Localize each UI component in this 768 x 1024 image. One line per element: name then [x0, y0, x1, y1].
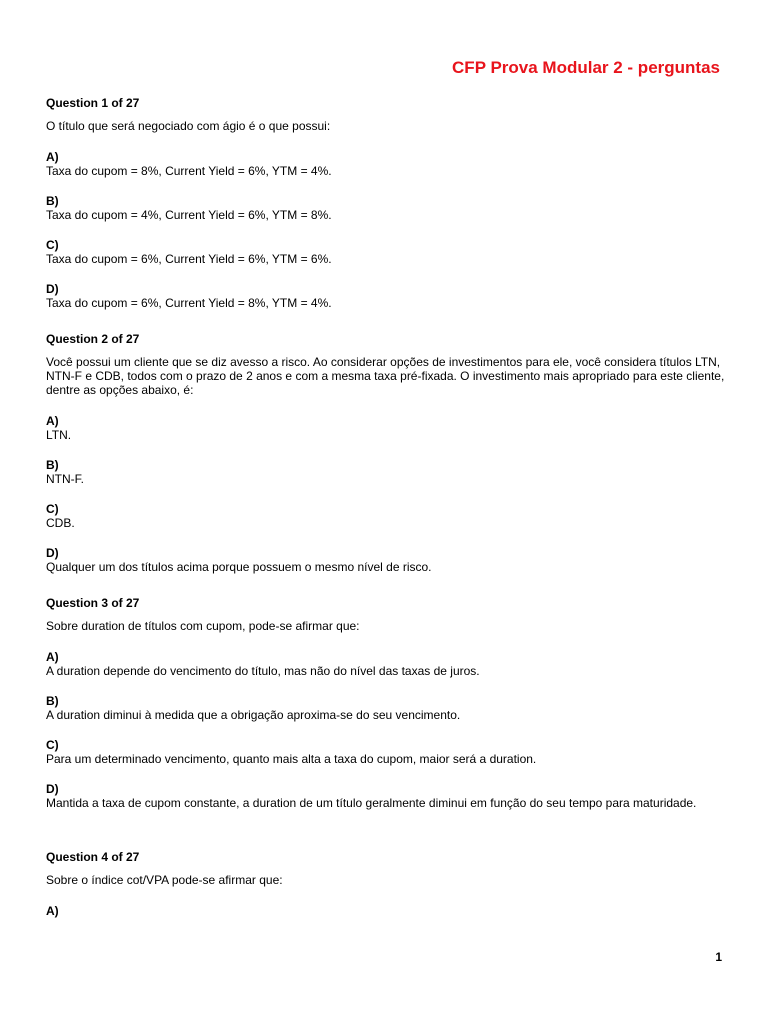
question-header: Question 4 of 27 [46, 850, 140, 864]
option-letter: B) [46, 458, 59, 472]
question-1 [46, 96, 726, 310]
option-text: A duration depende do vencimento do título, mas não do nível das taxas de juros. [46, 664, 480, 678]
question-header: Question 1 of 27 [46, 96, 140, 110]
option-b [46, 458, 726, 486]
option-letter: C) [46, 738, 59, 752]
question-text: O título que será negociado com ágio é o que possui: [46, 119, 331, 133]
question-text: Sobre duration de títulos com cupom, pode-se afirmar que: [46, 619, 360, 633]
option-letter: A) [46, 414, 59, 428]
option-d [46, 546, 726, 574]
option-text: Taxa do cupom = 4%, Current Yield = 6%, YTM = 8%. [46, 208, 332, 222]
option-letter: A) [46, 904, 59, 918]
option-text: Qualquer um dos títulos acima porque possuem o mesmo nível de risco. [46, 560, 432, 574]
option-letter: D) [46, 282, 59, 296]
option-c [46, 738, 726, 766]
option-b [46, 194, 726, 222]
option-d [46, 282, 726, 310]
question-header: Question 2 of 27 [46, 332, 140, 346]
option-text: A duration diminui à medida que a obrigação aproxima-se do seu vencimento. [46, 708, 461, 722]
question-text: Sobre o índice cot/VPA pode-se afirmar que: [46, 873, 283, 887]
option-text: NTN-F. [46, 472, 84, 486]
question-3 [46, 596, 726, 810]
option-text: LTN. [46, 428, 72, 442]
page-number: 1 [715, 950, 722, 964]
option-a [46, 414, 726, 442]
option-letter: C) [46, 502, 59, 516]
option-c [46, 238, 726, 266]
option-letter: B) [46, 694, 59, 708]
option-letter: A) [46, 150, 59, 164]
option-d [46, 782, 726, 810]
question-2 [46, 332, 726, 574]
question-header: Question 3 of 27 [46, 596, 140, 610]
option-text: Taxa do cupom = 8%, Current Yield = 6%, YTM = 4%. [46, 164, 332, 178]
option-text: CDB. [46, 516, 75, 530]
question-4 [46, 850, 726, 918]
question-text: Você possui um cliente que se diz avesso a risco. Ao considerar opções de investimentos para ele, você considera títulos LTN, NTN-F e CDB, todos com o prazo de 2 anos e com a mesma taxa pré-fixada. O investimento mais apropriado para este cliente, dentre as opções abaixo, é: [46, 355, 725, 397]
option-text: Mantida a taxa de cupom constante, a duration de um título geralmente diminui em função do seu tempo para maturidade. [46, 796, 697, 810]
option-letter: D) [46, 782, 59, 796]
document-title: CFP Prova Modular 2 - perguntas [452, 58, 720, 77]
option-text: Para um determinado vencimento, quanto mais alta a taxa do cupom, maior será a duration. [46, 752, 537, 766]
option-b [46, 694, 726, 722]
option-text: Taxa do cupom = 6%, Current Yield = 8%, YTM = 4%. [46, 296, 332, 310]
option-a [46, 150, 726, 178]
question-list [46, 96, 726, 940]
option-letter: A) [46, 650, 59, 664]
option-a [46, 650, 726, 678]
option-text: Taxa do cupom = 6%, Current Yield = 6%, YTM = 6%. [46, 252, 332, 266]
option-letter: B) [46, 194, 59, 208]
option-c [46, 502, 726, 530]
option-letter: C) [46, 238, 59, 252]
option-a [46, 904, 726, 918]
option-letter: D) [46, 546, 59, 560]
